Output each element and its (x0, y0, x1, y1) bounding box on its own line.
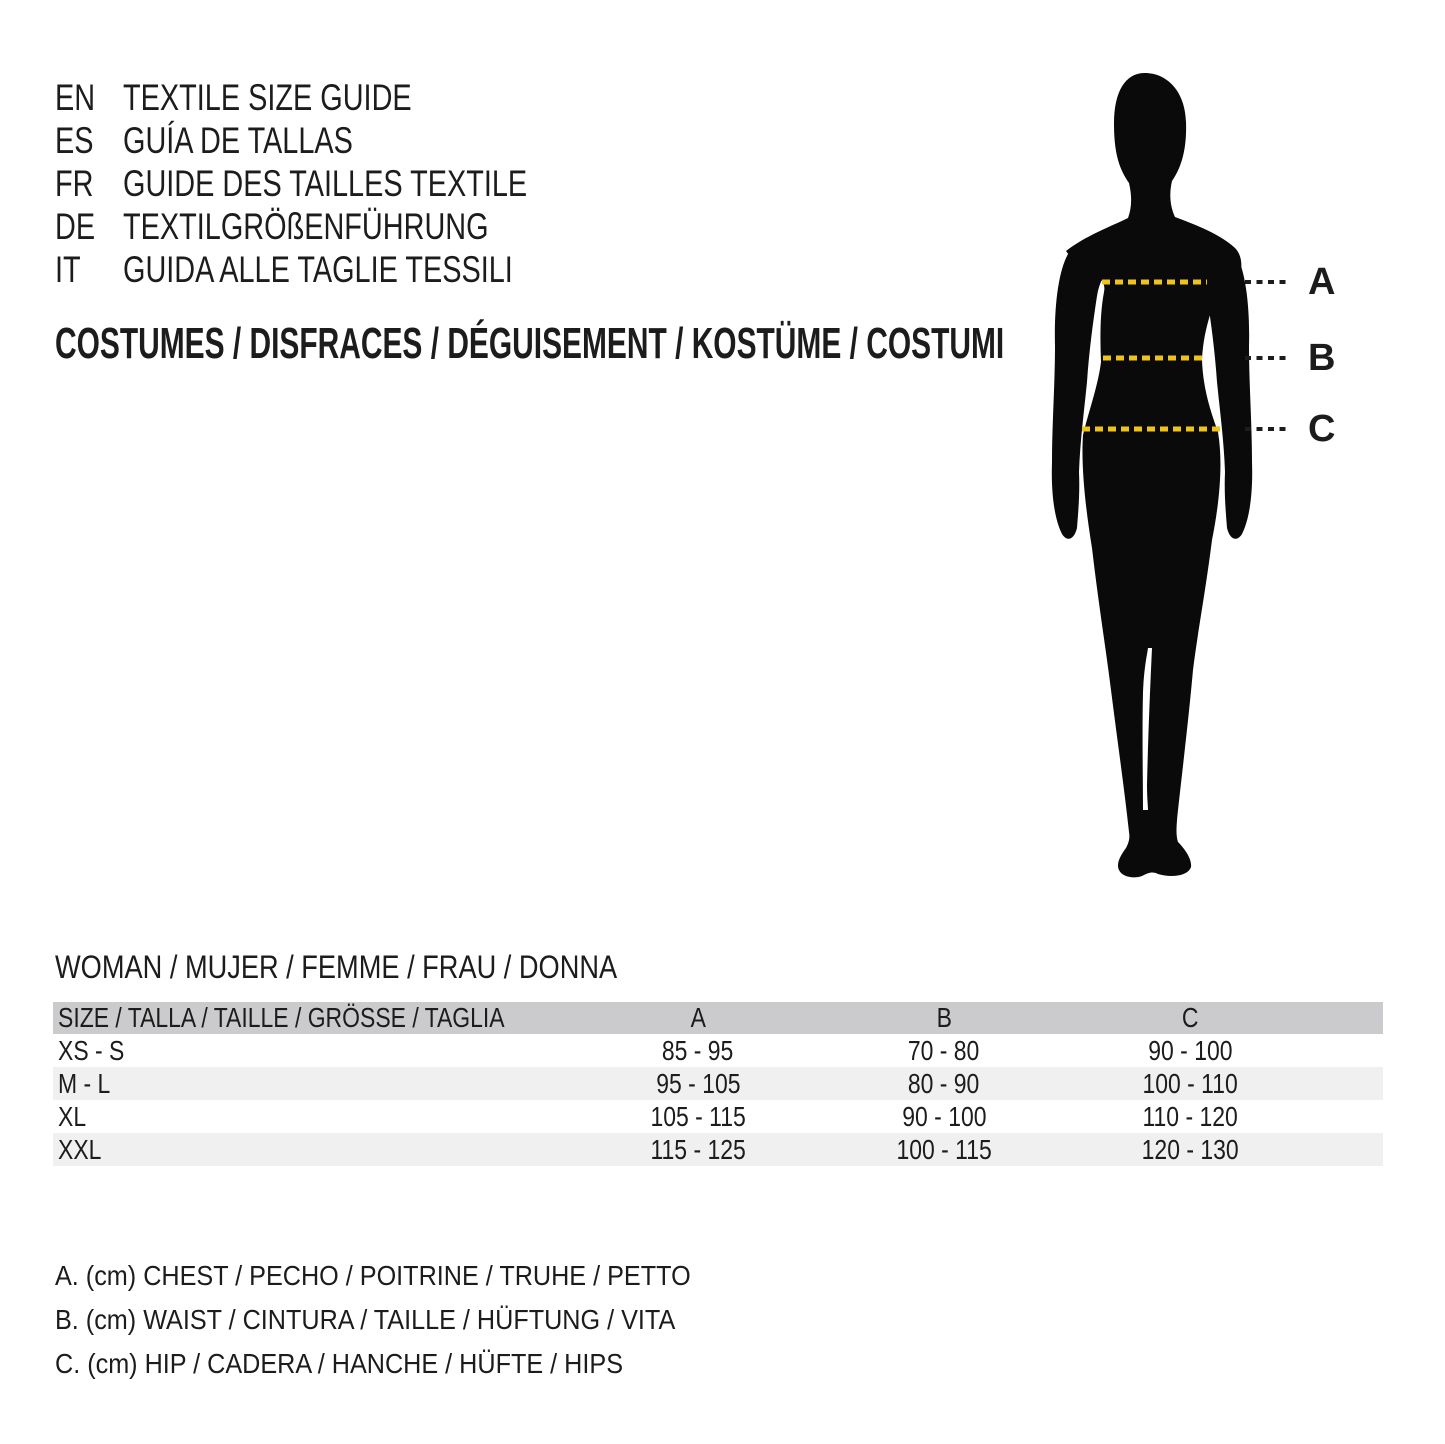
column-header-b-label: B (936, 1002, 952, 1033)
measure-footnotes (55, 1254, 761, 1386)
hip-value: 90 - 100 (1147, 1034, 1233, 1066)
guide-title-en: TEXTILE SIZE GUIDE (123, 76, 412, 118)
hip-cell (1067, 1133, 1313, 1166)
chest-cell (575, 1034, 821, 1067)
row-spacer (1313, 1133, 1383, 1166)
language-row-en (55, 76, 641, 119)
guide-title-it: GUIDA ALLE TAGLIE TESSILI (123, 248, 513, 290)
header-spacer (1313, 1002, 1383, 1034)
waist-value: 70 - 80 (908, 1034, 980, 1066)
section-title-woman (55, 950, 716, 984)
size-cell (53, 1133, 575, 1166)
size-value: XL (58, 1100, 87, 1132)
language-code: ES (55, 119, 94, 161)
size-value: M - L (58, 1067, 111, 1099)
language-code: IT (55, 248, 81, 290)
hip-cell (1067, 1067, 1313, 1100)
size-header-cell (53, 1002, 575, 1034)
footnote-chest-text: A. (cm) CHEST / PECHO / POITRINE / TRUHE / PETTO (55, 1260, 691, 1291)
column-header-a (575, 1002, 821, 1034)
language-row-es (55, 119, 641, 162)
chest-value: 95 - 105 (655, 1067, 741, 1099)
footnote-waist-text: B. (cm) WAIST / CINTURA / TAILLE / HÜFTUNG / VITA (55, 1304, 676, 1335)
chest-value: 85 - 95 (662, 1034, 734, 1066)
chest-value: 105 - 115 (650, 1100, 746, 1132)
waist-value: 80 - 90 (908, 1067, 980, 1099)
chest-value: 115 - 125 (650, 1133, 746, 1165)
footnote-chest (55, 1254, 761, 1298)
guide-title-de: TEXTILGRÖßENFÜHRUNG (123, 205, 489, 247)
hip-value: 100 - 110 (1142, 1067, 1238, 1099)
category-line-text: COSTUMES / DISFRACES / DÉGUISEMENT / KOSTÜME / COSTUMI (55, 319, 1005, 368)
footnote-hip-text: C. (cm) HIP / CADERA / HANCHE / HÜFTE / HIPS (55, 1348, 623, 1379)
table-row-m-l (53, 1067, 1383, 1100)
measure-label-b: B (1308, 337, 1336, 379)
column-header-c-label: C (1181, 1002, 1199, 1033)
language-code: EN (55, 76, 96, 118)
chest-cell (575, 1133, 821, 1166)
size-table (53, 1002, 1383, 1166)
chest-cell (575, 1067, 821, 1100)
measure-label-c: C (1308, 408, 1336, 450)
hip-value: 120 - 130 (1141, 1133, 1239, 1165)
column-header-a-label: A (690, 1002, 706, 1033)
column-header-b (821, 1002, 1067, 1034)
chest-cell (575, 1100, 821, 1133)
silhouette-body (1066, 73, 1241, 877)
size-cell (53, 1034, 575, 1067)
hip-cell (1067, 1034, 1313, 1067)
language-row-de (55, 205, 641, 248)
waist-cell (821, 1100, 1067, 1133)
row-spacer (1313, 1034, 1383, 1067)
size-value: XS - S (58, 1034, 125, 1066)
waist-cell (821, 1133, 1067, 1166)
column-header-c (1067, 1002, 1313, 1034)
table-row-xs-s (53, 1034, 1383, 1067)
hip-cell (1067, 1100, 1313, 1133)
language-row-it (55, 248, 641, 291)
language-code: FR (55, 162, 94, 204)
language-title-list (55, 76, 641, 291)
row-spacer (1313, 1067, 1383, 1100)
row-spacer (1313, 1100, 1383, 1133)
size-table-header-row (53, 1002, 1383, 1034)
woman-silhouette-figure (1040, 70, 1340, 885)
size-value: XXL (58, 1133, 102, 1165)
hip-value: 110 - 120 (1142, 1100, 1238, 1132)
section-title-text: WOMAN / MUJER / FEMME / FRAU / DONNA (55, 948, 618, 985)
language-row-fr (55, 162, 641, 205)
footnote-waist (55, 1298, 761, 1342)
size-header-label: SIZE / TALLA / TAILLE / GRÖSSE / TAGLIA (58, 1002, 505, 1033)
table-row-xxl (53, 1133, 1383, 1166)
size-cell (53, 1100, 575, 1133)
language-code: DE (55, 205, 96, 247)
guide-title-fr: GUIDE DES TAILLES TEXTILE (123, 162, 528, 204)
measure-label-a: A (1308, 261, 1336, 303)
waist-value: 90 - 100 (901, 1100, 987, 1132)
waist-cell (821, 1034, 1067, 1067)
guide-title-es: GUÍA DE TALLAS (123, 119, 353, 161)
table-row-xl (53, 1100, 1383, 1133)
waist-value: 100 - 115 (896, 1133, 992, 1165)
footnote-hip (55, 1342, 761, 1386)
waist-cell (821, 1067, 1067, 1100)
size-cell (53, 1067, 575, 1100)
